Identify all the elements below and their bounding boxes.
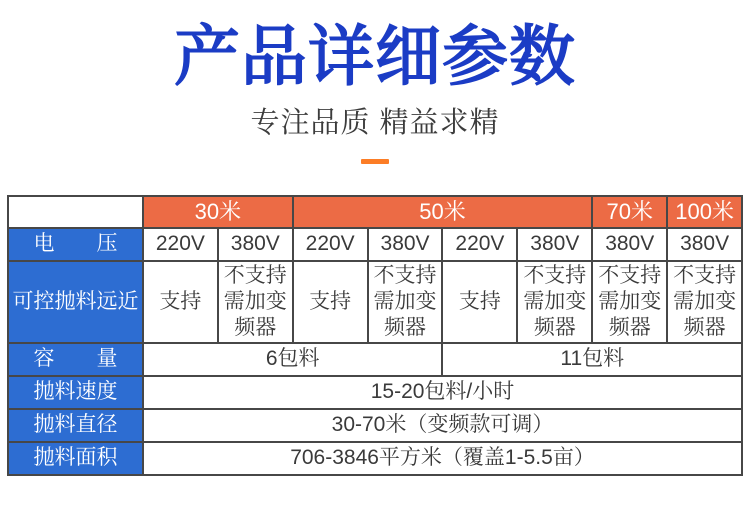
spec-table bbox=[7, 195, 743, 476]
throw-area-cell: 706-3846平方米（覆盖1-5.5亩） bbox=[143, 442, 742, 475]
voltage-cell: 380V bbox=[368, 228, 443, 261]
corner-cell bbox=[8, 196, 143, 228]
row-label-throw-control: 可控抛料远近 bbox=[8, 261, 143, 343]
throw-control-cell: 不支持需加变频器 bbox=[517, 261, 592, 343]
throw-control-cell: 支持 bbox=[293, 261, 368, 343]
row-label-throw-diameter: 抛料直径 bbox=[8, 409, 143, 442]
col-header-30m: 30米 bbox=[143, 196, 293, 228]
throw-diameter-cell: 30-70米（变频款可调） bbox=[143, 409, 742, 442]
row-label-capacity: 容 量 bbox=[8, 343, 143, 376]
throw-control-cell: 不支持需加变频器 bbox=[368, 261, 443, 343]
col-header-100m: 100米 bbox=[667, 196, 742, 228]
row-label-voltage: 电 压 bbox=[8, 228, 143, 261]
throw-control-cell: 不支持需加变频器 bbox=[592, 261, 667, 343]
col-header-50m: 50米 bbox=[293, 196, 593, 228]
page-title: 产品详细参数 bbox=[174, 19, 576, 93]
table-row-throw-control bbox=[8, 261, 742, 343]
capacity-cell: 6包料 bbox=[143, 343, 443, 376]
row-label-throw-area: 抛料面积 bbox=[8, 442, 143, 475]
voltage-cell: 380V bbox=[218, 228, 293, 261]
table-row-capacity bbox=[8, 343, 742, 376]
table-row-voltage bbox=[8, 228, 742, 261]
voltage-cell: 380V bbox=[667, 228, 742, 261]
throw-control-cell: 不支持需加变频器 bbox=[218, 261, 293, 343]
table-row-throw-speed bbox=[8, 376, 742, 409]
page-subtitle: 专注品质 精益求精 bbox=[250, 106, 500, 139]
table-row-col-headers bbox=[8, 196, 742, 228]
voltage-cell: 220V bbox=[442, 228, 517, 261]
col-header-70m: 70米 bbox=[592, 196, 667, 228]
table-row-throw-diameter bbox=[8, 409, 742, 442]
capacity-cell: 11包料 bbox=[442, 343, 742, 376]
voltage-cell: 380V bbox=[592, 228, 667, 261]
row-label-throw-speed: 抛料速度 bbox=[8, 376, 143, 409]
table-row-throw-area bbox=[8, 442, 742, 475]
throw-control-cell: 支持 bbox=[442, 261, 517, 343]
voltage-cell: 220V bbox=[293, 228, 368, 261]
accent-divider bbox=[361, 159, 389, 164]
throw-speed-cell: 15-20包料/小时 bbox=[143, 376, 742, 409]
hero-section bbox=[0, 0, 750, 164]
throw-control-cell: 不支持需加变频器 bbox=[667, 261, 742, 343]
voltage-cell: 220V bbox=[143, 228, 218, 261]
throw-control-cell: 支持 bbox=[143, 261, 218, 343]
voltage-cell: 380V bbox=[517, 228, 592, 261]
